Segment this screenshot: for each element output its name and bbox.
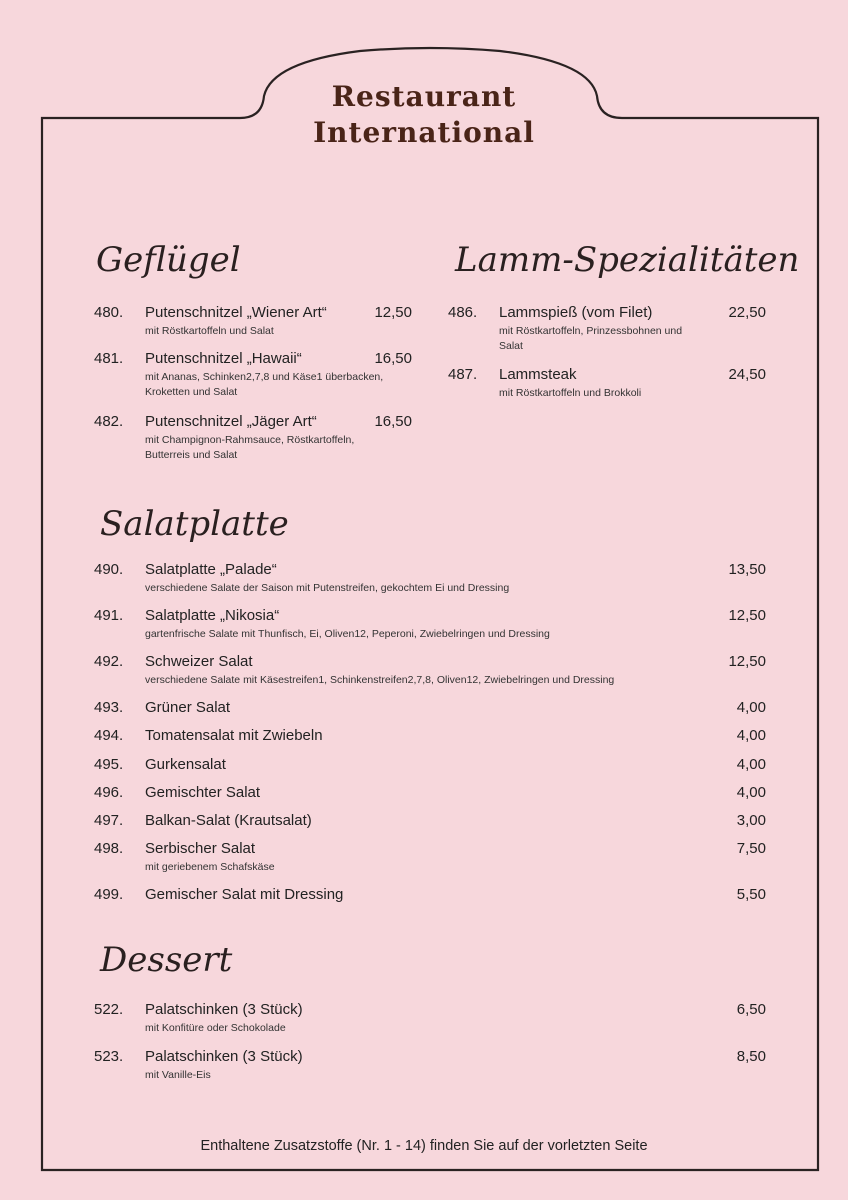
item-number: 496. xyxy=(94,784,124,801)
item-number: 492. xyxy=(94,653,124,670)
item-number: 482. xyxy=(94,413,124,430)
item-description: mit geriebenem Schafskäse xyxy=(145,861,275,873)
item-price: 4,00 xyxy=(736,784,766,801)
item-price: 16,50 xyxy=(374,413,412,430)
item-number: 487. xyxy=(448,366,478,383)
item-price: 4,00 xyxy=(736,727,766,744)
item-name: Lammsteak xyxy=(499,366,577,383)
item-name: Putenschnitzel „Jäger Art“ xyxy=(145,413,317,430)
restaurant-title-line1: Restaurant xyxy=(331,80,517,113)
item-description: verschiedene Salate mit Käsestreifen1, Schinkenstreifen2,7,8, Oliven12, Zwiebelringen und Dressing xyxy=(145,674,615,686)
item-description: mit Röstkartoffeln, Prinzessbohnen und Salat xyxy=(499,325,683,352)
item-price: 4,00 xyxy=(736,699,766,716)
item-description: mit Röstkartoffeln und Brokkoli xyxy=(499,387,642,399)
item-description: verschiedene Salate der Saison mit Putenstreifen, gekochtem Ei und Dressing xyxy=(145,582,510,594)
item-price: 3,00 xyxy=(736,812,766,829)
item-number: 490. xyxy=(94,561,124,578)
item-price: 12,50 xyxy=(728,607,766,624)
item-name: Gemischter Salat xyxy=(145,784,261,801)
item-number: 481. xyxy=(94,350,124,367)
item-price: 12,50 xyxy=(728,653,766,670)
item-number: 497. xyxy=(94,812,124,829)
item-number: 494. xyxy=(94,727,124,744)
item-name: Balkan-Salat (Krautsalat) xyxy=(145,812,312,829)
item-price: 5,50 xyxy=(736,886,766,903)
item-name: Grüner Salat xyxy=(145,699,231,716)
item-number: 493. xyxy=(94,699,124,716)
item-price: 6,50 xyxy=(736,1001,766,1018)
item-name: Serbischer Salat xyxy=(145,840,256,857)
item-name: Lammspieß (vom Filet) xyxy=(499,304,653,321)
section-title-lamm: Lamm-Spezialitäten xyxy=(455,240,800,280)
item-name: Salatplatte „Nikosia“ xyxy=(145,607,280,624)
item-name: Palatschinken (3 Stück) xyxy=(145,1048,303,1065)
item-name: Gurkensalat xyxy=(145,756,226,773)
item-description: mit Vanille-Eis xyxy=(145,1069,211,1081)
item-number: 486. xyxy=(448,304,478,321)
item-number: 495. xyxy=(94,756,124,773)
item-name: Putenschnitzel „Wiener Art“ xyxy=(145,304,327,321)
item-price: 24,50 xyxy=(728,366,766,383)
item-description: mit Konfitüre oder Schokolade xyxy=(145,1022,286,1034)
item-price: 13,50 xyxy=(728,561,766,578)
item-price: 8,50 xyxy=(736,1048,766,1065)
section-title-salatplatte: Salatplatte xyxy=(100,504,289,544)
item-description: gartenfrische Salate mit Thunfisch, Ei, Oliven12, Peperoni, Zwiebelringen und Dressing xyxy=(145,628,550,640)
item-name: Putenschnitzel „Hawaii“ xyxy=(145,350,302,367)
item-number: 498. xyxy=(94,840,124,857)
item-number: 522. xyxy=(94,1001,124,1018)
item-name: Gemischer Salat mit Dressing xyxy=(145,886,344,903)
item-description: mit Champignon-Rahmsauce, Röstkartoffeln, Butterreis und Salat xyxy=(145,434,355,461)
restaurant-title-line2: International xyxy=(313,116,535,149)
section-title-gefluegel: Geflügel xyxy=(96,240,241,280)
item-name: Tomatensalat mit Zwiebeln xyxy=(145,727,323,744)
item-description: mit Röstkartoffeln und Salat xyxy=(145,325,274,337)
item-number: 523. xyxy=(94,1048,124,1065)
additives-footnote: Enthaltene Zusatzstoffe (Nr. 1 - 14) finden Sie auf der vorletzten Seite xyxy=(200,1138,648,1154)
item-number: 491. xyxy=(94,607,124,624)
item-number: 480. xyxy=(94,304,124,321)
section-title-dessert: Dessert xyxy=(100,940,233,980)
item-name: Salatplatte „Palade“ xyxy=(145,561,277,578)
item-price: 4,00 xyxy=(736,756,766,773)
item-price: 7,50 xyxy=(736,840,766,857)
item-price: 22,50 xyxy=(728,304,766,321)
item-description: mit Ananas, Schinken2,7,8 und Käse1 überbacken, Kroketten und Salat xyxy=(145,371,384,398)
item-price: 12,50 xyxy=(374,304,412,321)
item-name: Schweizer Salat xyxy=(145,653,253,670)
item-name: Palatschinken (3 Stück) xyxy=(145,1001,303,1018)
item-price: 16,50 xyxy=(374,350,412,367)
item-number: 499. xyxy=(94,886,124,903)
